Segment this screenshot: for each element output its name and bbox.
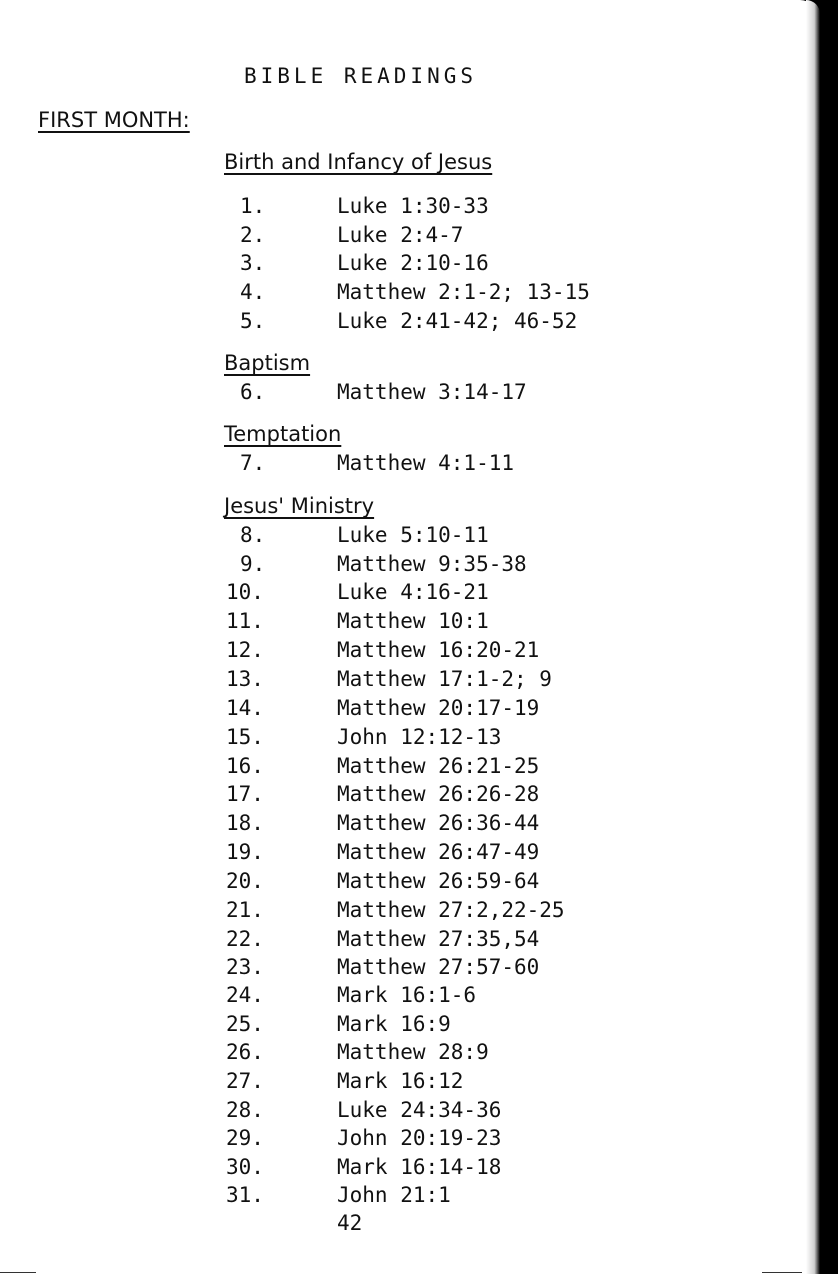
month-label: FIRST MONTH: [38,108,190,132]
reading-reference: Matthew 27:57-60 [337,955,540,979]
reading-reference: Matthew 26:26-28 [337,782,540,806]
reading-reference: Mark 16:12 [337,1069,464,1093]
reading-number: 3. [240,251,266,275]
reading-reference: Mark 16:14-18 [337,1155,502,1179]
reading-number: 16. [226,754,264,778]
section-heading-birth-and-infancy: Birth and Infancy of Jesus [224,150,493,174]
reading-reference: Matthew 28:9 [337,1040,489,1064]
reading-number: 9. [240,552,266,576]
reading-reference: Mark 16:1-6 [337,983,477,1007]
section-heading-temptation: Temptation [224,422,342,446]
reading-number: 29. [226,1126,264,1150]
reading-reference: Matthew 3:14-17 [337,380,527,404]
reading-number: 20. [226,869,264,893]
reading-reference: Matthew 16:20-21 [337,638,540,662]
reading-reference: Luke 2:10-16 [337,251,489,275]
reading-number: 30. [226,1155,264,1179]
reading-reference: Matthew 26:36-44 [337,811,540,835]
reading-number: 12. [226,638,264,662]
reading-number: 1. [240,194,266,218]
reading-number: 10. [226,580,264,604]
reading-number: 8. [240,523,266,547]
reading-reference: Matthew 10:1 [337,609,489,633]
reading-reference: Matthew 27:2,22-25 [337,898,565,922]
reading-number: 2. [240,223,266,247]
reading-number: 23. [226,955,264,979]
reading-reference: John 12:12-13 [337,725,502,749]
reading-number: 17. [226,782,264,806]
reading-reference: Matthew 20:17-19 [337,696,540,720]
reading-number: 27. [226,1069,264,1093]
page-number: 42 [337,1211,363,1235]
reading-number: 6. [240,380,266,404]
reading-reference: John 21:1 [337,1183,451,1207]
reading-reference: Matthew 26:59-64 [337,869,540,893]
reading-reference: Mark 16:9 [337,1012,451,1036]
reading-reference: Luke 1:30-33 [337,194,489,218]
page-edge-shadow [806,0,820,1274]
reading-number: 28. [226,1098,264,1122]
reading-reference: Matthew 26:21-25 [337,754,540,778]
reading-number: 14. [226,696,264,720]
reading-reference: Matthew 26:47-49 [337,840,540,864]
reading-number: 19. [226,840,264,864]
reading-number: 24. [226,983,264,1007]
reading-number: 4. [240,280,266,304]
reading-reference: Luke 2:4-7 [337,223,464,247]
reading-number: 18. [226,811,264,835]
scan-edge-mark-right [762,1272,802,1273]
reading-number: 13. [226,667,264,691]
reading-number: 5. [240,309,266,333]
section-heading-baptism: Baptism [224,351,311,375]
section-heading-jesus-ministry: Jesus' Ministry [224,494,375,518]
reading-reference: Matthew 9:35-38 [337,552,527,576]
reading-number: 15. [226,725,264,749]
reading-number: 22. [226,927,264,951]
reading-number: 25. [226,1012,264,1036]
reading-number: 31. [226,1183,264,1207]
scan-edge-mark-left [0,1272,36,1273]
reading-reference: Matthew 17:1-2; 9 [337,667,552,691]
reading-reference: Luke 24:34-36 [337,1098,502,1122]
reading-number: 21. [226,898,264,922]
reading-reference: Luke 5:10-11 [337,523,489,547]
reading-number: 11. [226,609,264,633]
reading-number: 26. [226,1040,264,1064]
reading-reference: Matthew 4:1-11 [337,451,515,475]
reading-reference: Luke 4:16-21 [337,580,489,604]
reading-reference: Matthew 27:35,54 [337,927,540,951]
reading-reference: Luke 2:41-42; 46-52 [337,309,578,333]
page-title: BIBLE READINGS [244,64,478,88]
reading-reference: Matthew 2:1-2; 13-15 [337,280,590,304]
reading-reference: John 20:19-23 [337,1126,502,1150]
reading-number: 7. [240,451,266,475]
